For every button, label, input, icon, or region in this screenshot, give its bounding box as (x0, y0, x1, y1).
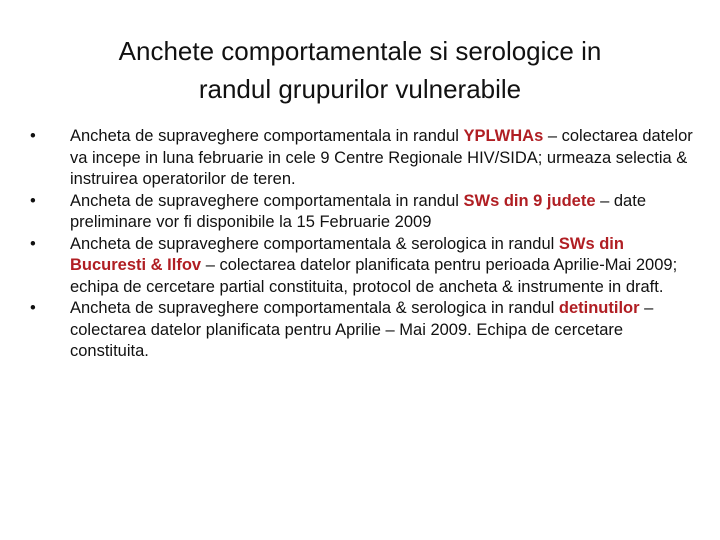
bullet-item-2 (30, 191, 695, 234)
bullet-text-pre: Ancheta de supraveghere comportamentala in randul (70, 191, 464, 210)
bullet-dot-icon: • (30, 299, 36, 317)
bullet-item-4 (30, 298, 695, 363)
bullet-text-pre: Ancheta de supraveghere comportamentala & serologica in randul (70, 299, 559, 317)
bullet-dot-icon: • (30, 191, 36, 210)
slide-title-line-1: Anchete comportamentale si serologice in (118, 36, 602, 66)
bullet-highlight: SWs din Bucuresti & Ilfov (70, 234, 624, 274)
bullet-highlight: YPLWHAs (463, 127, 544, 145)
bullet-text-post: – colectarea datelor planificata pentru perioada Aprilie-Mai 2009; echipa de cercetare partial constituita, protocol de ancheta & instrumente in draft. (70, 256, 678, 296)
bullet-text-post: – colectarea datelor planificata pentru Aprilie – Mai 2009. Echipa de cercetare constituita. (70, 299, 654, 360)
bullet-item-1 (30, 126, 695, 191)
slide-title (60, 32, 660, 108)
slide-title-line-2: randul grupurilor vulnerabile (198, 74, 522, 104)
bullet-text (70, 299, 653, 360)
bullet-list (30, 126, 695, 363)
bullet-text (70, 127, 693, 188)
bullet-text-pre: Ancheta de supraveghere comportamentala & serologica in randul (70, 234, 559, 253)
bullet-item-3 (30, 234, 695, 299)
bullet-text (70, 235, 677, 296)
bullet-dot-icon: • (30, 234, 36, 253)
bullet-text (70, 192, 646, 232)
bullet-highlight: detinutilor (558, 299, 640, 317)
bullet-text-pre: Ancheta de supraveghere comportamentala in randul (70, 127, 464, 145)
bullet-dot-icon: • (30, 127, 36, 145)
bullet-text-post: – colectarea datelor va incepe in luna februarie in cele 9 Centre Regionale HIV/SIDA; urmeaza selectia & instruirea operatorilor de teren. (70, 127, 693, 188)
bullet-highlight: SWs din 9 judete (463, 191, 596, 210)
bullet-text-post: – date preliminare vor fi disponibile la 15 Februarie 2009 (70, 191, 646, 231)
